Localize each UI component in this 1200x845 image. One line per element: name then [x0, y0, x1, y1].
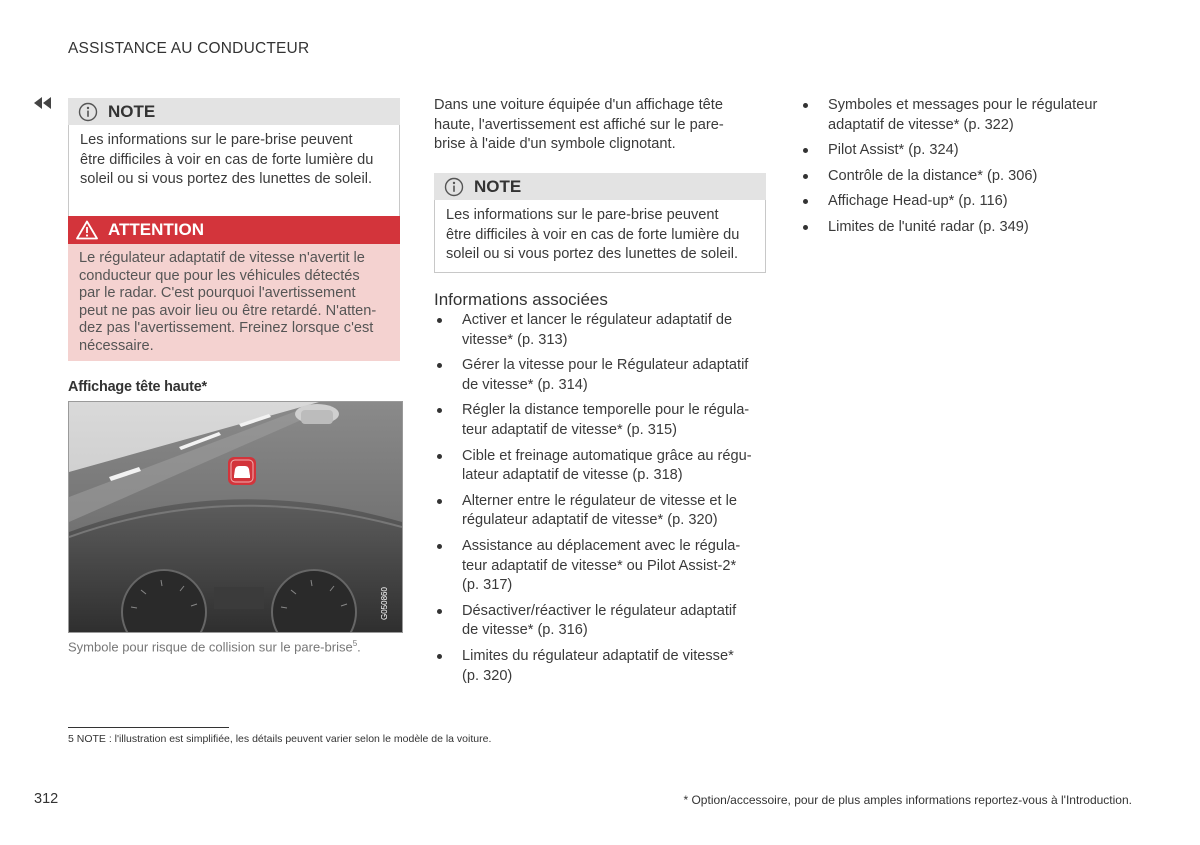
- page-header-title: ASSISTANCE AU CONDUCTEUR: [68, 40, 310, 57]
- attention-line: par le radar. C'est pourquoi l'avertissement: [79, 285, 356, 302]
- attention-line: nécessaire.: [79, 337, 154, 354]
- intro-line: Dans une voiture équipée d'un affichage tête: [434, 97, 723, 113]
- attention-line: Le régulateur adaptatif de vitesse n'avertit le: [79, 250, 365, 266]
- note-body: [68, 125, 400, 224]
- link-line: Alterner entre le régulateur de vitesse et le: [462, 492, 738, 509]
- note-line: Les informations sur le pare-brise peuvent: [80, 132, 353, 148]
- note-line: être difficiles à voir en cas de forte lumière du: [446, 226, 740, 243]
- link-line: (p. 320): [462, 667, 513, 684]
- info-circle-icon: [78, 102, 98, 122]
- note-line: soleil ou si vous portez des lunettes de soleil.: [80, 171, 373, 187]
- related-links-list-continued: [800, 96, 1140, 238]
- link-line: Limites de l'unité radar (p. 349): [828, 218, 1029, 235]
- link-line: de vitesse* (p. 316): [462, 622, 588, 639]
- attention-line: peut ne pas avoir lieu ou être retardé. N'atten-: [79, 302, 377, 319]
- related-link[interactable]: [434, 311, 770, 350]
- link-line: Activer et lancer le régulateur adaptatif de: [462, 312, 733, 328]
- footnote-divider: [68, 727, 229, 728]
- link-line: Limites du régulateur adaptatif de vitesse*: [462, 647, 734, 664]
- link-line: teur adaptatif de vitesse* (p. 315): [462, 421, 677, 438]
- link-line: Pilot Assist* (p. 324): [828, 142, 959, 159]
- link-line: Symboles et messages pour le régulateur: [828, 97, 1098, 113]
- hud-illustration: [68, 401, 403, 633]
- note-box-left: [68, 98, 400, 224]
- link-line: régulateur adaptatif de vitesse* (p. 320): [462, 512, 718, 529]
- note-box-middle: [434, 173, 766, 273]
- link-line: teur adaptatif de vitesse* ou Pilot Assist-2*: [462, 557, 737, 574]
- caption-footnote-ref: 5: [352, 639, 358, 648]
- link-line: Assistance au déplacement avec le régula-: [462, 537, 741, 554]
- intro-paragraph: [434, 96, 766, 155]
- related-info-title: Informations associées: [434, 290, 608, 309]
- note-header: [68, 98, 400, 125]
- note-line: soleil ou si vous portez des lunettes de soleil.: [446, 246, 739, 262]
- car-collision-icon: [228, 457, 256, 485]
- related-link[interactable]: [800, 167, 1140, 187]
- attention-header: [68, 216, 400, 244]
- attention-title: ATTENTION: [108, 220, 205, 239]
- note-line: être difficiles à voir en cas de forte lumière du: [80, 151, 374, 168]
- note-title: NOTE: [108, 101, 156, 121]
- intro-line: brise à l'aide d'un symbole clignotant.: [434, 136, 676, 153]
- intro-line: haute, l'avertissement est affiché sur le pare-: [434, 116, 724, 133]
- related-link[interactable]: [800, 141, 1140, 161]
- caption-text: Symbole pour risque de collision sur le pare-brise: [68, 639, 353, 655]
- figure-caption: [68, 639, 361, 654]
- link-line: Régler la distance temporelle pour le régula-: [462, 402, 750, 419]
- caption-period: .: [357, 639, 361, 655]
- info-circle-icon: [444, 177, 464, 197]
- warning-triangle-icon: [76, 220, 98, 240]
- related-links-list: [434, 311, 770, 686]
- footnote: 5 NOTE : l'illustration est simplifiée, les détails peuvent varier selon le modèle de la voiture.: [68, 733, 492, 745]
- link-line: Gérer la vitesse pour le Régulateur adaptatif: [462, 357, 749, 374]
- link-line: lateur adaptatif de vitesse (p. 318): [462, 467, 683, 484]
- link-line: (p. 317): [462, 577, 513, 594]
- link-line: Désactiver/réactiver le régulateur adaptatif: [462, 602, 737, 619]
- link-line: Contrôle de la distance* (p. 306): [828, 167, 1038, 184]
- related-link[interactable]: [434, 447, 770, 486]
- related-link[interactable]: [434, 356, 770, 395]
- attention-box: [68, 216, 400, 361]
- related-link[interactable]: [434, 401, 770, 440]
- link-line: Cible et freinage automatique grâce au régu-: [462, 447, 752, 464]
- link-line: de vitesse* (p. 314): [462, 376, 588, 393]
- hud-subheading: Affichage tête haute*: [68, 379, 207, 395]
- note-title: NOTE: [474, 176, 522, 196]
- page-number: 312: [34, 791, 59, 807]
- related-link[interactable]: [800, 96, 1140, 135]
- footer-note: * Option/accessoire, pour de plus amples informations reportez-vous à l'Introduction.: [683, 793, 1132, 807]
- related-link[interactable]: [434, 602, 770, 641]
- note-body: [434, 200, 766, 273]
- hud-illustration-drawing: [69, 402, 402, 632]
- double-left-arrow-icon[interactable]: [34, 97, 52, 109]
- related-link[interactable]: [434, 492, 770, 531]
- related-link[interactable]: [800, 218, 1140, 238]
- link-line: Affichage Head-up* (p. 116): [828, 193, 1008, 210]
- note-header: [434, 173, 766, 200]
- note-line: Les informations sur le pare-brise peuvent: [446, 207, 719, 223]
- link-line: adaptatif de vitesse* (p. 322): [828, 116, 1014, 133]
- related-link[interactable]: [434, 647, 770, 686]
- figure-code: G050860: [380, 587, 389, 620]
- related-link[interactable]: [800, 192, 1140, 212]
- related-link[interactable]: [434, 537, 770, 596]
- attention-line: dez pas l'avertissement. Freinez lorsque c'est: [79, 320, 374, 337]
- attention-body: [68, 244, 400, 361]
- link-line: vitesse* (p. 313): [462, 331, 568, 348]
- attention-line: conducteur que pour les véhicules détectés: [79, 267, 360, 284]
